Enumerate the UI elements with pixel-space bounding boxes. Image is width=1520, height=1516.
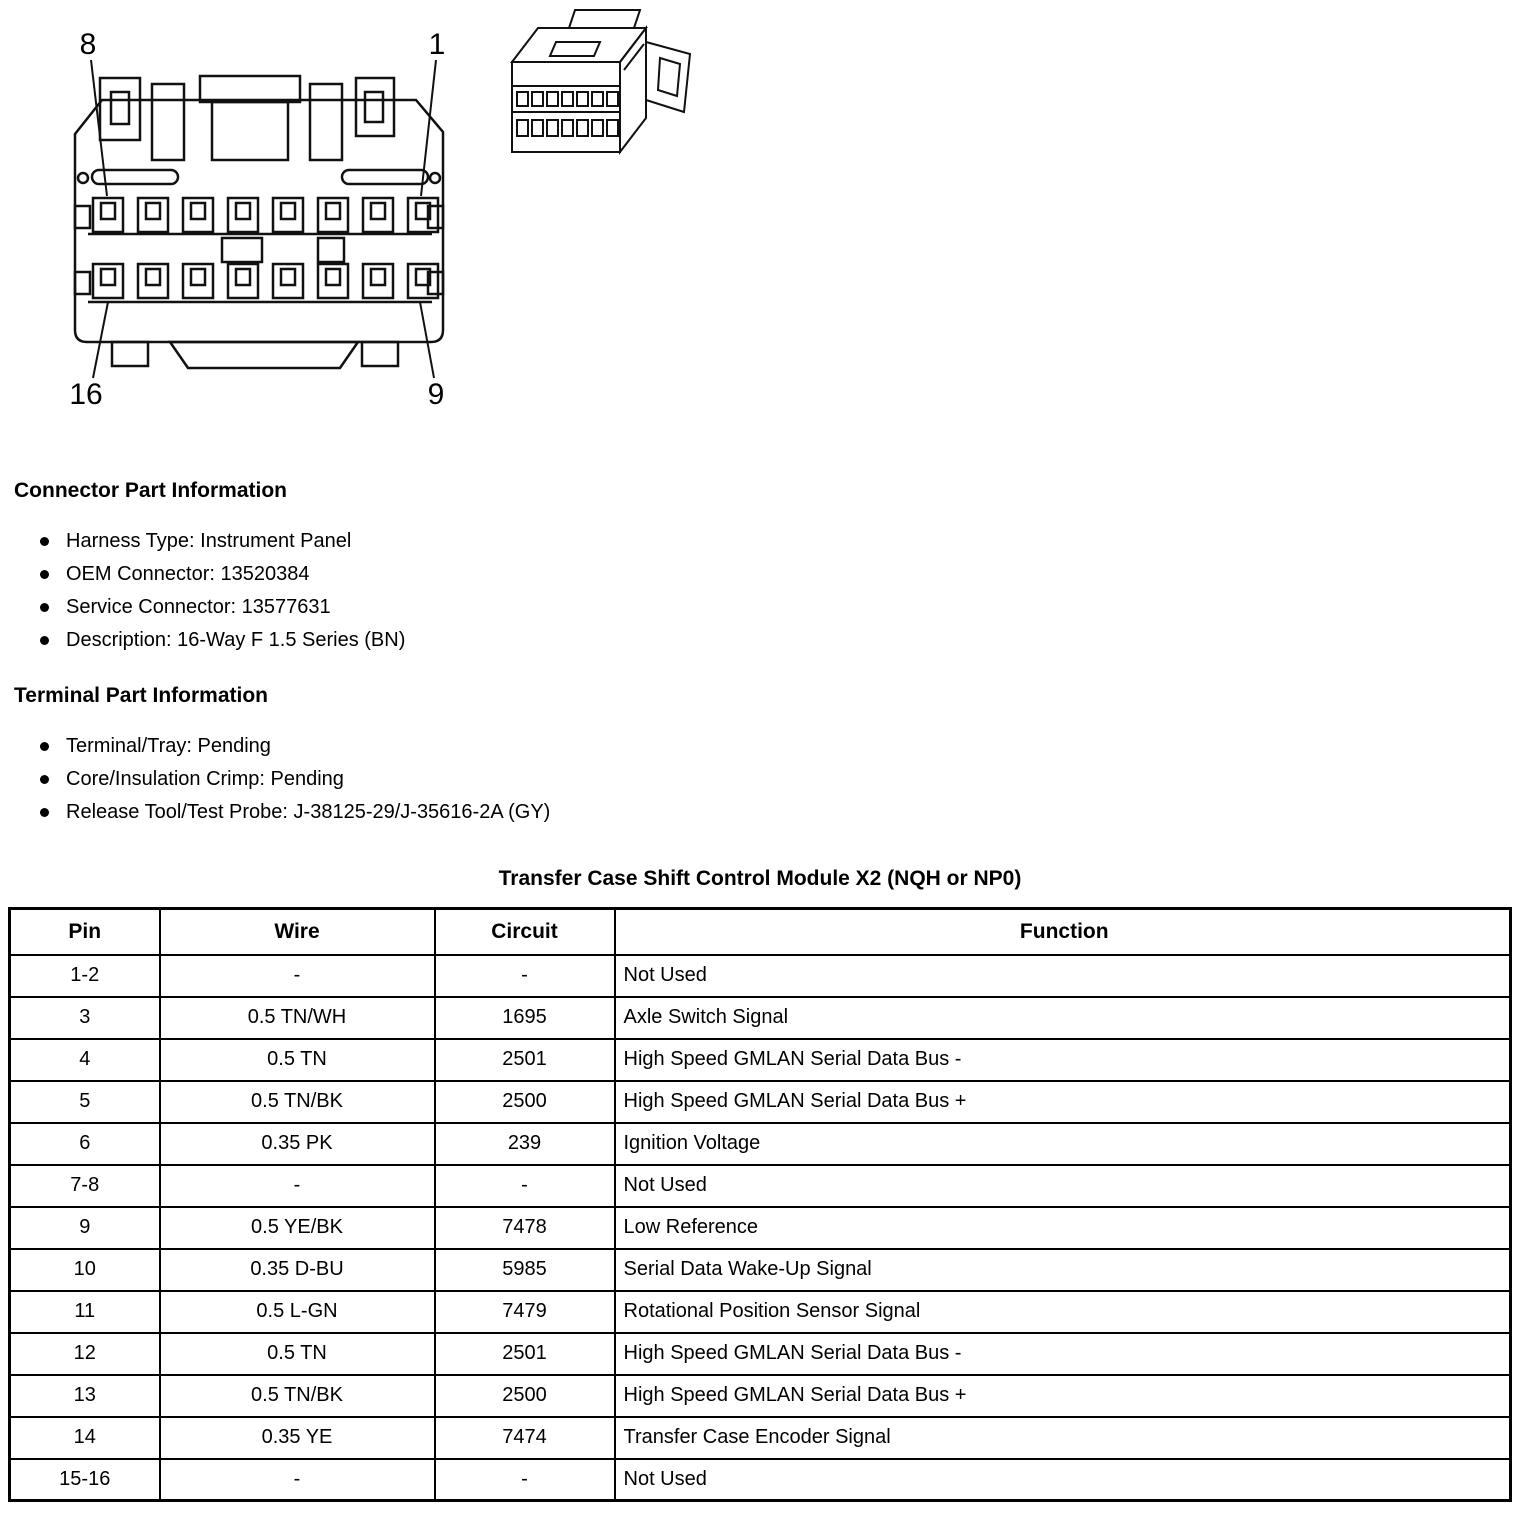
bullet-icon: [40, 808, 49, 817]
cell-wire: -: [160, 1459, 435, 1501]
cell-wire: 0.5 TN: [160, 1039, 435, 1081]
list-item: [0, 591, 1520, 624]
cell-function: High Speed GMLAN Serial Data Bus -: [615, 1039, 1511, 1081]
leader-line-pin9: [420, 302, 434, 378]
cell-wire: 0.35 PK: [160, 1123, 435, 1165]
cell-wire: 0.5 TN/BK: [160, 1081, 435, 1123]
bullet-icon: [40, 537, 49, 546]
cell-function: Not Used: [615, 1459, 1511, 1501]
cell-circuit: 2500: [435, 1375, 615, 1417]
cell-function: Ignition Voltage: [615, 1123, 1511, 1165]
cell-pin: 4: [10, 1039, 160, 1081]
cell-wire: -: [160, 1165, 435, 1207]
cell-wire: 0.5 YE/BK: [160, 1207, 435, 1249]
pinout-table-header: [10, 909, 1511, 955]
cell-wire: -: [160, 955, 435, 997]
header-row: [10, 909, 1511, 955]
cell-pin: 7-8: [10, 1165, 160, 1207]
table-row: [10, 1417, 1511, 1459]
connector-diagram-svg: [0, 0, 760, 430]
list-item-text: Harness Type: Instrument Panel: [66, 530, 352, 552]
cell-function: Not Used: [615, 955, 1511, 997]
table-row: [10, 1207, 1511, 1249]
pin-label-16: 16: [69, 378, 103, 411]
cell-circuit: 7474: [435, 1417, 615, 1459]
cell-wire: 0.5 TN: [160, 1333, 435, 1375]
list-item-text: Core/Insulation Crimp: Pending: [66, 768, 344, 790]
cell-circuit: 239: [435, 1123, 615, 1165]
table-row: [10, 1165, 1511, 1207]
connector-front-view: [75, 76, 443, 368]
bullet-icon: [40, 742, 49, 751]
cell-function: High Speed GMLAN Serial Data Bus +: [615, 1375, 1511, 1417]
column-header-pin: Pin: [10, 909, 160, 955]
terminal-part-info-heading: Terminal Part Information: [14, 684, 268, 707]
list-item: [0, 558, 1520, 591]
list-item: [0, 763, 1520, 796]
cell-pin: 12: [10, 1333, 160, 1375]
cell-function: Rotational Position Sensor Signal: [615, 1291, 1511, 1333]
table-row: [10, 1081, 1511, 1123]
cell-function: High Speed GMLAN Serial Data Bus +: [615, 1081, 1511, 1123]
bullet-icon: [40, 636, 49, 645]
cell-circuit: 7479: [435, 1291, 615, 1333]
cell-function: Serial Data Wake-Up Signal: [615, 1249, 1511, 1291]
terminal-part-info-list: [0, 730, 1520, 829]
cell-pin: 1-2: [10, 955, 160, 997]
list-item: [0, 624, 1520, 657]
pin-label-8: 8: [79, 28, 97, 61]
pinout-table: [8, 907, 1512, 1502]
table-row: [10, 1459, 1511, 1501]
column-header-function: Function: [615, 909, 1511, 955]
cell-wire: 0.5 TN/WH: [160, 997, 435, 1039]
cell-wire: 0.35 YE: [160, 1417, 435, 1459]
table-row: [10, 997, 1511, 1039]
cell-circuit: 1695: [435, 997, 615, 1039]
cell-pin: 14: [10, 1417, 160, 1459]
cell-pin: 9: [10, 1207, 160, 1249]
column-header-wire: Wire: [160, 909, 435, 955]
cell-function: Low Reference: [615, 1207, 1511, 1249]
list-item-text: Terminal/Tray: Pending: [66, 735, 271, 757]
cell-function: High Speed GMLAN Serial Data Bus -: [615, 1333, 1511, 1375]
cell-pin: 3: [10, 997, 160, 1039]
table-row: [10, 1375, 1511, 1417]
table-row: [10, 1249, 1511, 1291]
cell-circuit: -: [435, 1165, 615, 1207]
connector-part-info-list: [0, 525, 1520, 657]
cell-circuit: 2501: [435, 1333, 615, 1375]
pin-label-9: 9: [427, 378, 445, 411]
connector-diagram: [0, 0, 1520, 430]
bullet-icon: [40, 603, 49, 612]
list-item-text: Service Connector: 13577631: [66, 596, 331, 618]
pinout-table-body: [10, 955, 1511, 1501]
terminal-row-top: [93, 198, 438, 232]
list-item: [0, 796, 1520, 829]
pinout-table-title: Transfer Case Shift Control Module X2 (NQH or NP0): [498, 867, 1022, 890]
cell-pin: 5: [10, 1081, 160, 1123]
leader-line-pin16: [93, 302, 108, 378]
cell-wire: 0.5 L-GN: [160, 1291, 435, 1333]
table-row: [10, 1039, 1511, 1081]
column-header-circuit: Circuit: [435, 909, 615, 955]
cell-circuit: 2500: [435, 1081, 615, 1123]
cell-circuit: 7478: [435, 1207, 615, 1249]
cell-wire: 0.5 TN/BK: [160, 1375, 435, 1417]
cell-pin: 10: [10, 1249, 160, 1291]
cell-function: Transfer Case Encoder Signal: [615, 1417, 1511, 1459]
bullet-icon: [40, 570, 49, 579]
cell-pin: 11: [10, 1291, 160, 1333]
list-item-text: Description: 16-Way F 1.5 Series (BN): [66, 629, 406, 651]
cell-function: Axle Switch Signal: [615, 997, 1511, 1039]
list-item: [0, 730, 1520, 763]
bullet-icon: [40, 775, 49, 784]
cell-circuit: -: [435, 1459, 615, 1501]
cell-circuit: 5985: [435, 1249, 615, 1291]
connector-3d-view: [512, 10, 690, 152]
connector-part-info-heading: Connector Part Information: [14, 479, 288, 502]
table-row: [10, 955, 1511, 997]
table-row: [10, 1123, 1511, 1165]
cell-circuit: 2501: [435, 1039, 615, 1081]
list-item: [0, 525, 1520, 558]
cell-pin: 6: [10, 1123, 160, 1165]
table-row: [10, 1333, 1511, 1375]
table-row: [10, 1291, 1511, 1333]
cell-circuit: -: [435, 955, 615, 997]
terminal-row-bottom: [93, 264, 438, 298]
pin-label-1: 1: [428, 28, 446, 61]
cell-pin: 15-16: [10, 1459, 160, 1501]
cell-wire: 0.35 D-BU: [160, 1249, 435, 1291]
list-item-text: Release Tool/Test Probe: J-38125-29/J-35616-2A (GY): [66, 801, 551, 823]
list-item-text: OEM Connector: 13520384: [66, 563, 310, 585]
cell-function: Not Used: [615, 1165, 1511, 1207]
cell-pin: 13: [10, 1375, 160, 1417]
